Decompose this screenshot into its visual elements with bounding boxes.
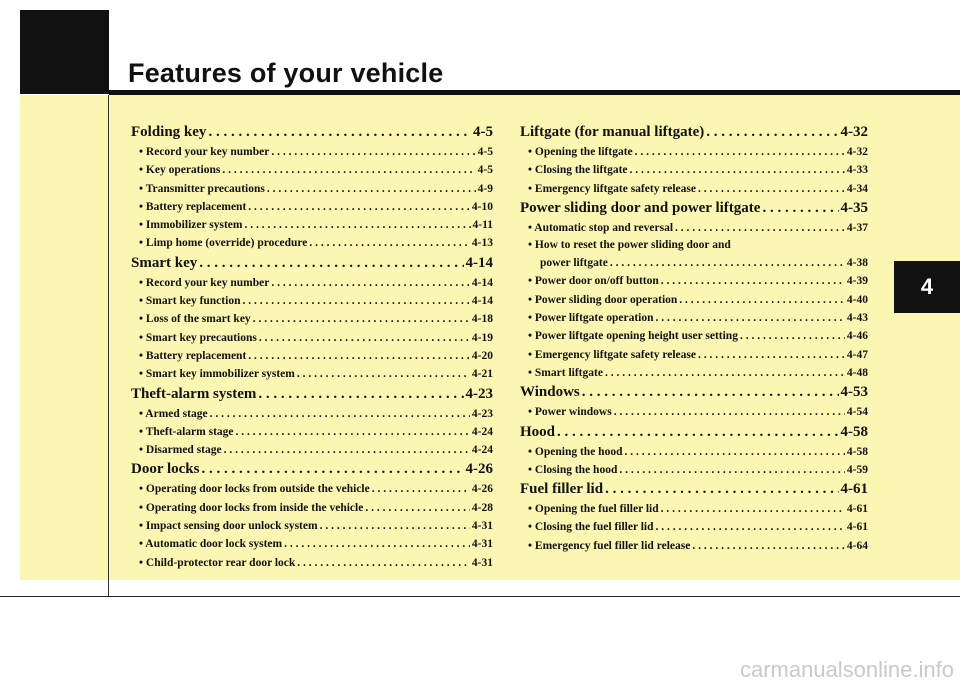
toc-leader-dots [248,198,470,216]
toc-entry-label: • Opening the fuel filler lid [528,500,659,518]
toc-section-entry[interactable] [520,198,868,219]
toc-subsection-entry[interactable] [131,274,493,292]
toc-page-number: 4-40 [846,293,868,306]
toc-page-number: 4-37 [846,221,868,234]
toc-entry-label: Door locks [131,461,200,478]
toc-entry-label: • Smart liftgate [528,364,603,382]
toc-leader-dots [297,365,470,383]
toc-page-number: 4-46 [846,330,868,343]
toc-leader-dots [242,292,469,310]
toc-entry-label: • Emergency liftgate safety release [528,180,696,198]
toc-entry-label: • Closing the fuel filler lid [528,518,654,536]
toc-entry-label: • Power liftgate operation [528,309,654,327]
toc-entry-label: • Opening the hood [528,443,622,461]
toc-subsection-entry[interactable] [131,216,493,234]
toc-entry-label: • Smart key function [139,292,240,310]
toc-leader-dots [624,443,844,461]
toc-entry-label: Folding key [131,124,207,140]
toc-subsection-entry[interactable] [131,365,493,383]
toc-subsection-entry[interactable] [131,517,493,535]
toc-entry-label: • Operating door locks from inside the vehicle [139,499,363,517]
toc-entry-label: Theft-alarm system [131,385,257,402]
toc-leader-dots [201,459,463,480]
toc-leader-dots [365,499,470,517]
toc-leader-dots [244,216,470,234]
toc-subsection-entry[interactable] [520,327,868,345]
toc-entry-label: power liftgate [540,257,608,270]
toc-entry-label: • Power door on/off button [528,272,659,290]
toc-subsection-entry[interactable] [131,535,493,553]
toc-subsection-entry[interactable] [131,554,493,572]
toc-leader-dots [656,518,845,536]
toc-section-entry[interactable] [131,253,493,274]
toc-subsection-entry[interactable] [520,237,868,254]
watermark-text: carmanualsonline.info [739,657,954,682]
toc-page-number: 4-11 [472,219,493,232]
toc-entry-label: • Theft-alarm stage [139,423,234,441]
toc-subsection-entry[interactable] [131,292,493,310]
toc-leader-dots [740,327,845,345]
toc-page-number: 4-39 [846,275,868,288]
toc-page-number: 4-31 [471,520,493,533]
toc-leader-dots [635,143,845,161]
toc-page-number: 4-32 [846,146,868,158]
toc-leader-dots [679,291,845,309]
footer-divider-line [0,596,960,597]
toc-right-column [520,122,868,555]
toc-leader-dots [698,180,845,198]
toc-page-number: 4-14 [471,276,493,289]
toc-subsection-entry[interactable] [520,346,868,364]
toc-page-number: 4-38 [846,257,868,270]
toc-entry-label: • Closing the hood [528,461,617,479]
toc-page-number: 4-5 [473,124,493,140]
toc-page-number: 4-20 [471,349,493,362]
toc-subsection-entry[interactable] [131,161,493,179]
toc-subsection-entry[interactable] [520,219,868,237]
toc-entry-label: Windows [520,384,580,401]
toc-entry-label: • Impact sensing door unlock system [139,517,318,535]
toc-entry-label: • Child-protector rear door lock [139,554,295,572]
toc-subsection-entry[interactable] [520,403,868,421]
toc-subsection-entry[interactable] [520,143,868,161]
toc-leader-dots [675,219,845,237]
toc-entry-label: • Power sliding door operation [528,291,677,309]
toc-page-number: 4-54 [846,406,868,419]
toc-page-number: 4-24 [471,425,493,438]
toc-page-number: 4-18 [471,313,493,326]
toc-leader-dots [661,500,845,518]
toc-section-entry[interactable] [520,479,868,500]
toc-leader-dots [619,461,845,479]
toc-page-number: 4-58 [840,423,868,440]
toc-entry-label: • Automatic door lock system [139,535,282,553]
toc-page-number: 4-48 [846,366,868,379]
toc-subsection-entry[interactable] [131,329,493,347]
toc-subsection-entry[interactable] [520,537,868,555]
toc-section-entry[interactable] [131,122,493,143]
toc-subsection-entry[interactable] [520,443,868,461]
toc-subsection-entry[interactable] [520,364,868,382]
toc-page-number: 4-32 [840,124,868,140]
toc-subsection-entry[interactable] [520,309,868,327]
toc-page-number: 4-47 [846,348,868,361]
toc-page-number: 4-26 [471,483,493,496]
toc-entry-label: Hood [520,423,556,440]
toc-page-number: 4-19 [471,331,493,344]
toc-page-number: 4-31 [471,556,493,569]
toc-subsection-entry[interactable] [131,180,493,198]
toc-leader-dots [267,180,476,198]
toc-page-number: 4-10 [471,200,493,213]
toc-entry-label: Liftgate (for manual liftgate) [520,124,705,140]
toc-leader-dots [309,234,469,252]
toc-leader-dots [248,347,470,365]
page-title: Features of your vehicle [128,58,444,88]
toc-entry-label: • Automatic stop and reversal [528,219,673,237]
toc-leader-dots [224,441,470,459]
toc-page-number: 4-26 [465,461,493,478]
toc-leader-dots [614,403,845,421]
toc-entry-label: • Emergency liftgate safety release [528,346,696,364]
toc-entry-label: • Armed stage [139,405,208,423]
toc-leader-dots [253,310,470,328]
toc-leader-dots [199,253,463,274]
chapter-number: 4 [920,274,934,299]
toc-leader-dots [271,274,470,292]
toc-page-number: 4-64 [846,539,868,552]
toc-page-number: 4-28 [471,501,493,514]
toc-subsection-entry[interactable] [131,143,493,161]
toc-page-number: 4-5 [477,146,493,158]
toc-subsection-entry[interactable] [131,198,493,216]
toc-leader-dots [762,198,838,219]
toc-leader-dots [372,480,470,498]
toc-leader-dots [284,535,470,553]
toc-page-number: 4-53 [840,384,868,401]
toc-leader-dots [698,346,845,364]
toc-entry-label: • Emergency fuel filler lid release [528,537,690,555]
toc-subsection-entry[interactable] [520,518,868,536]
toc-leader-dots [605,364,845,382]
toc-entry-label: Smart key [131,254,198,271]
toc-subsection-entry[interactable] [131,405,493,423]
toc-page-number: 4-9 [477,182,493,195]
toc-entry-label: • How to reset the power sliding door and [528,237,868,254]
toc-page-number: 4-31 [471,538,493,551]
toc-leader-dots [630,161,845,179]
toc-page-number: 4-21 [471,368,493,381]
toc-leader-dots [208,122,471,143]
toc-entry-label: • Loss of the smart key [139,310,251,328]
toc-page-number: 4-61 [846,521,868,534]
toc-page-number: 4-61 [840,481,868,498]
toc-entry-label: • Operating door locks from outside the vehicle [139,480,370,498]
toc-subsection-entry[interactable] [131,441,493,459]
toc-subsection-entry[interactable] [131,423,493,441]
toc-subsection-entry[interactable] [520,254,868,272]
toc-page-number: 4-58 [846,445,868,458]
toc-subsection-entry[interactable] [131,234,493,252]
toc-left-column [131,122,493,572]
toc-page-number: 4-43 [846,312,868,325]
toc-entry-label: • Record your key number [139,274,269,292]
toc-section-entry[interactable] [131,384,493,405]
toc-entry-label: • Immobilizer system [139,216,242,234]
toc-page-number: 4-34 [846,182,868,195]
toc-leader-dots [706,122,838,143]
toc-leader-dots [320,517,470,535]
toc-entry-label: • Record your key number [139,143,269,161]
toc-section-entry[interactable] [520,422,868,443]
toc-section-entry[interactable] [520,122,868,143]
toc-entry-label: • Limp home (override) procedure [139,234,307,252]
toc-page-number: 4-13 [471,237,493,250]
toc-subsection-entry[interactable] [131,310,493,328]
toc-leader-dots [258,384,463,405]
toc-leader-dots [259,329,470,347]
toc-page-number: 4-61 [846,503,868,516]
toc-subsection-entry[interactable] [131,347,493,365]
toc-entry-label: • Smart key immobilizer system [139,365,295,383]
toc-page-number: 4-23 [471,407,493,420]
toc-leader-dots [661,272,845,290]
toc-subsection-entry[interactable] [131,499,493,517]
header-black-block [20,10,109,94]
toc-leader-dots [557,422,838,443]
toc-leader-dots [271,143,475,161]
toc-leader-dots [582,382,839,403]
toc-page-number: 4-59 [846,463,868,476]
toc-entry-label: • Power liftgate opening height user setting [528,327,738,345]
toc-entry-label: • Opening the liftgate [528,143,633,161]
toc-entry-label: • Transmitter precautions [139,180,265,198]
toc-entry-label: • Battery replacement [139,347,246,365]
toc-section-entry[interactable] [131,459,493,480]
toc-page-number: 4-5 [477,164,493,177]
toc-subsection-entry[interactable] [131,480,493,498]
toc-entry-label: • Closing the liftgate [528,161,628,179]
toc-subsection-entry[interactable] [520,291,868,309]
toc-leader-dots [692,537,845,555]
toc-subsection-entry[interactable] [520,180,868,198]
toc-section-entry[interactable] [520,382,868,403]
toc-leader-dots [297,554,470,572]
toc-subsection-entry[interactable] [520,161,868,179]
toc-entry-label: • Key operations [139,161,220,179]
toc-entry-label: • Smart key precautions [139,329,257,347]
toc-page-number: 4-23 [465,385,493,402]
toc-leader-dots [222,161,475,179]
toc-entry-label: Fuel filler lid [520,481,604,498]
toc-leader-dots [656,309,845,327]
toc-page-number: 4-14 [465,254,493,271]
margin-divider-line [108,95,109,597]
toc-entry-label: • Battery replacement [139,198,246,216]
toc-subsection-entry[interactable] [520,272,868,290]
chapter-tab[interactable] [894,261,960,313]
toc-subsection-entry[interactable] [520,461,868,479]
toc-entry-label: • Disarmed stage [139,441,222,459]
toc-page-number: 4-24 [471,444,493,457]
toc-page-number: 4-35 [840,199,868,216]
toc-entry-label: • Power windows [528,403,612,421]
toc-leader-dots [610,254,845,272]
toc-page-number: 4-33 [846,164,868,177]
toc-subsection-entry[interactable] [520,500,868,518]
toc-page-number: 4-14 [471,295,493,308]
toc-entry-label: Power sliding door and power liftgate [520,199,761,216]
toc-leader-dots [236,423,470,441]
toc-leader-dots [210,405,470,423]
toc-leader-dots [605,479,838,500]
